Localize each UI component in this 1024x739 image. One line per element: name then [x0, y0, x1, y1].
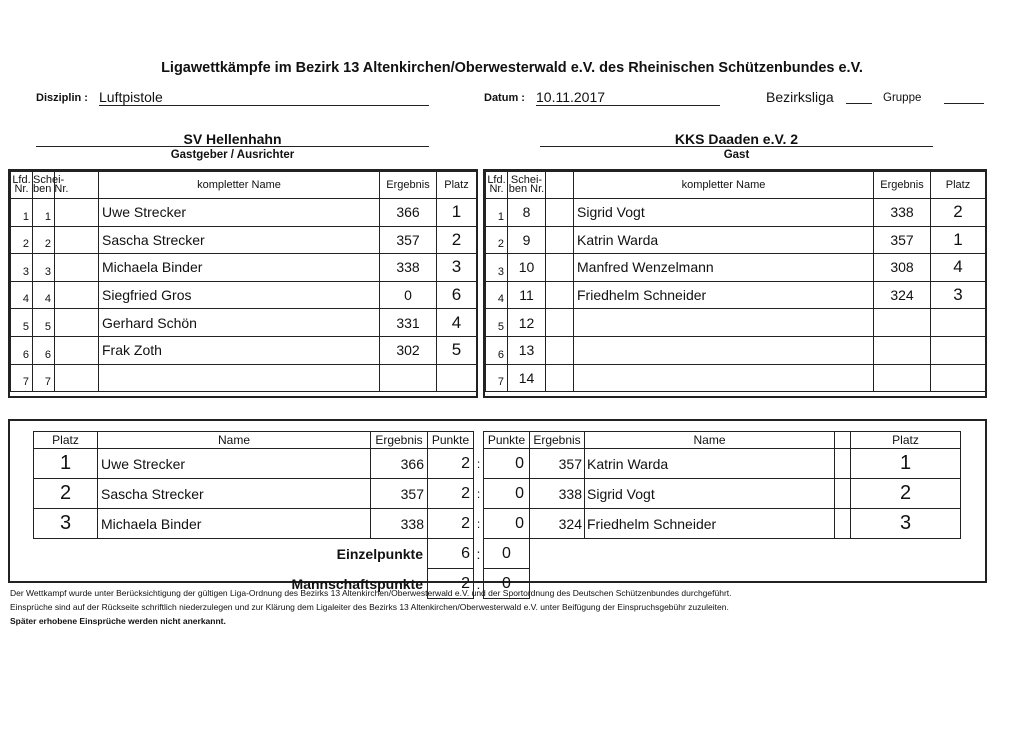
scheibe-cell: 14	[508, 364, 546, 392]
scheibe-header: Schei- ben Nr.	[508, 172, 546, 199]
platz-cell: 6	[437, 281, 477, 309]
guest-ergebnis-cell: 357	[530, 449, 585, 479]
guest-team-underline	[540, 146, 933, 147]
sum-ergebnis-header: Ergebnis	[371, 432, 428, 449]
guest-platz-cell: 2	[851, 479, 961, 509]
blank-cell	[835, 509, 851, 539]
blank-cell	[546, 281, 574, 309]
name-header: kompletter Name	[99, 172, 380, 199]
name-cell: Gerhard Schön	[99, 309, 380, 337]
lfd-cell: 2	[486, 226, 508, 254]
disziplin-label: Disziplin :	[36, 92, 88, 104]
gruppe-field	[944, 89, 984, 104]
blank-header	[546, 172, 574, 199]
lfd-cell: 5	[11, 309, 33, 337]
home-platz-cell: 2	[34, 479, 98, 509]
sum-guest-name-header: Name	[585, 432, 835, 449]
footer-line-3: Später erhobene Einsprüche werden nicht anerkannt.	[10, 616, 226, 626]
blank-cell	[55, 364, 99, 392]
lfd-cell: 4	[11, 281, 33, 309]
home-platz-cell: 1	[34, 449, 98, 479]
footer-line-1: Der Wettkampf wurde unter Berücksichtigung der gültigen Liga-Ordnung des Bezirks 13 Altenkirchen/Oberwesterwald e.V. und der Sportordnung des Deutschen Schützenbundes durchgeführt.	[10, 588, 732, 598]
scheibe-cell: 9	[508, 226, 546, 254]
scheibe-cell: 2	[33, 226, 55, 254]
mannschaftspunkte-guest: 0	[484, 569, 530, 599]
summary-table	[33, 431, 961, 599]
home-punkte-cell: 2	[428, 449, 474, 479]
guest-punkte-cell: 0	[484, 449, 530, 479]
scheibe-cell: 5	[33, 309, 55, 337]
home-row	[11, 281, 477, 309]
platz-header: Platz	[931, 172, 986, 199]
guest-team-role: Gast	[723, 149, 750, 161]
name-cell: Manfred Wenzelmann	[574, 254, 874, 282]
einzelpunkte-separator: :	[476, 545, 481, 562]
platz-cell	[931, 364, 986, 392]
home-team-underline	[36, 146, 429, 147]
scheibe-cell: 3	[33, 254, 55, 282]
scheibe-header: Schei- ben Nr.	[33, 172, 55, 199]
ergebnis-cell: 357	[874, 226, 931, 254]
guest-row	[486, 281, 986, 309]
guest-row	[486, 254, 986, 282]
platz-cell: 4	[931, 254, 986, 282]
mannschaftspunkte-home: 2	[428, 569, 474, 599]
guest-row	[486, 199, 986, 227]
guest-row	[486, 364, 986, 392]
guest-ergebnis-cell: 338	[530, 479, 585, 509]
summary-row	[34, 509, 961, 539]
home-row	[11, 254, 477, 282]
name-cell: Michaela Binder	[99, 254, 380, 282]
home-ergebnis-cell: 366	[371, 449, 428, 479]
home-row	[11, 226, 477, 254]
document-title: Ligawettkämpfe im Bezirk 13 Altenkirchen/Oberwesterwald e.V. des Rheinischen Schützenbundes e.V.	[161, 60, 863, 76]
scheibe-cell: 8	[508, 199, 546, 227]
blank-cell	[55, 281, 99, 309]
guest-platz-cell: 1	[851, 449, 961, 479]
platz-cell: 2	[437, 226, 477, 254]
name-cell	[574, 364, 874, 392]
name-cell: Uwe Strecker	[99, 199, 380, 227]
blank-cell	[546, 336, 574, 364]
scheibe-cell: 12	[508, 309, 546, 337]
platz-cell	[931, 336, 986, 364]
lfd-cell: 7	[11, 364, 33, 392]
platz-cell	[437, 364, 477, 392]
home-punkte-cell: 2	[428, 509, 474, 539]
name-cell: Friedhelm Schneider	[574, 281, 874, 309]
ergebnis-header: Ergebnis	[380, 172, 437, 199]
blank-cell	[55, 199, 99, 227]
scheibe-cell: 13	[508, 336, 546, 364]
einzelpunkte-label: Einzelpunkte	[336, 545, 423, 562]
home-row	[11, 309, 477, 337]
lfd-cell: 6	[11, 336, 33, 364]
home-name-cell: Michaela Binder	[98, 509, 371, 539]
points-separator: :	[476, 456, 481, 471]
einzelpunkte-guest: 0	[484, 539, 530, 569]
home-name-cell: Uwe Strecker	[98, 449, 371, 479]
summary-row	[34, 449, 961, 479]
lfd-header: Lfd. Nr.	[486, 172, 508, 199]
sum-guest-platz-header: Platz	[851, 432, 961, 449]
ergebnis-cell: 338	[874, 199, 931, 227]
home-name-cell: Sascha Strecker	[98, 479, 371, 509]
gruppe-label: Gruppe	[883, 92, 922, 104]
name-cell	[99, 364, 380, 392]
platz-cell: 3	[437, 254, 477, 282]
guest-punkte-cell: 0	[484, 479, 530, 509]
ergebnis-cell: 324	[874, 281, 931, 309]
lfd-cell: 3	[486, 254, 508, 282]
footer-line-2: Einsprüche sind auf der Rückseite schriftlich niederzulegen und zur Klärung dem Ligaleiter des Bezirks 13 Altenkirchen/Oberwesterwald e.V. unter Beifügung der Einspruchsgebühr zuzuleiten.	[10, 602, 729, 612]
guest-roster-table	[485, 171, 986, 392]
scheibe-cell: 4	[33, 281, 55, 309]
ergebnis-cell: 366	[380, 199, 437, 227]
blank-cell	[546, 226, 574, 254]
blank-cell	[55, 226, 99, 254]
home-roster-table	[10, 171, 477, 392]
lfd-header: Lfd. Nr.	[11, 172, 33, 199]
ergebnis-cell	[874, 336, 931, 364]
ergebnis-cell: 357	[380, 226, 437, 254]
blank-cell	[546, 364, 574, 392]
home-punkte-cell: 2	[428, 479, 474, 509]
lfd-cell: 2	[11, 226, 33, 254]
disziplin-value: Luftpistole	[99, 89, 163, 105]
platz-cell: 5	[437, 336, 477, 364]
sum-guest-ergebnis-header: Ergebnis	[530, 432, 585, 449]
guest-name-cell: Sigrid Vogt	[585, 479, 835, 509]
name-cell: Siegfried Gros	[99, 281, 380, 309]
guest-punkte-cell: 0	[484, 509, 530, 539]
lfd-cell: 1	[11, 199, 33, 227]
blank-cell	[546, 254, 574, 282]
footer-notes	[10, 586, 1015, 628]
sum-punkte-header: Punkte	[428, 432, 474, 449]
ergebnis-cell: 302	[380, 336, 437, 364]
disziplin-field	[99, 89, 429, 106]
sum-platz-header: Platz	[34, 432, 98, 449]
blank-cell	[55, 309, 99, 337]
scheibe-cell: 10	[508, 254, 546, 282]
mannschaftspunkte-label: Mannschaftspunkte	[291, 575, 423, 592]
blank-cell	[55, 254, 99, 282]
blank-cell	[835, 449, 851, 479]
platz-cell: 1	[437, 199, 477, 227]
home-ergebnis-cell: 357	[371, 479, 428, 509]
guest-name-cell: Katrin Warda	[585, 449, 835, 479]
liga-label: Bezirksliga	[766, 89, 834, 105]
guest-ergebnis-cell: 324	[530, 509, 585, 539]
guest-roster-frame	[483, 169, 987, 398]
datum-value: 10.11.2017	[536, 89, 606, 105]
ergebnis-cell	[380, 364, 437, 392]
home-row	[11, 364, 477, 392]
lfd-cell: 7	[486, 364, 508, 392]
mannschaftspunkte-separator: :	[476, 575, 481, 592]
points-separator: :	[476, 516, 481, 531]
ergebnis-cell	[874, 309, 931, 337]
name-cell: Sascha Strecker	[99, 226, 380, 254]
lfd-cell: 6	[486, 336, 508, 364]
blank-cell	[546, 199, 574, 227]
platz-cell	[931, 309, 986, 337]
sum-sep-header	[474, 432, 484, 449]
datum-field	[536, 89, 720, 106]
guest-row	[486, 309, 986, 337]
platz-cell: 4	[437, 309, 477, 337]
datum-label: Datum :	[484, 92, 525, 104]
platz-header: Platz	[437, 172, 477, 199]
guest-platz-cell: 3	[851, 509, 961, 539]
name-cell	[574, 309, 874, 337]
name-header: kompletter Name	[574, 172, 874, 199]
scheibe-cell: 7	[33, 364, 55, 392]
guest-row	[486, 336, 986, 364]
guest-team-name: KKS Daaden e.V. 2	[674, 131, 799, 147]
lfd-cell: 4	[486, 281, 508, 309]
home-ergebnis-cell: 338	[371, 509, 428, 539]
ergebnis-cell: 338	[380, 254, 437, 282]
sum-guest-punkte-header: Punkte	[484, 432, 530, 449]
summary-header	[34, 432, 961, 449]
home-row	[11, 336, 477, 364]
ergebnis-cell	[874, 364, 931, 392]
home-roster-header	[11, 172, 477, 199]
name-cell: Sigrid Vogt	[574, 199, 874, 227]
guest-name-cell: Friedhelm Schneider	[585, 509, 835, 539]
scheibe-cell: 6	[33, 336, 55, 364]
lfd-cell: 5	[486, 309, 508, 337]
points-separator: :	[476, 486, 481, 501]
scheibe-cell: 11	[508, 281, 546, 309]
lfd-cell: 1	[486, 199, 508, 227]
platz-cell: 1	[931, 226, 986, 254]
summary-row	[34, 479, 961, 509]
home-team-name: SV Hellenhahn	[183, 131, 282, 147]
ergebnis-cell: 308	[874, 254, 931, 282]
liga-field	[846, 89, 872, 104]
sum-name-header: Name	[98, 432, 371, 449]
platz-cell: 3	[931, 281, 986, 309]
home-team-role: Gastgeber / Ausrichter	[170, 149, 295, 161]
platz-cell: 2	[931, 199, 986, 227]
ergebnis-cell: 0	[380, 281, 437, 309]
home-platz-cell: 3	[34, 509, 98, 539]
name-cell: Frak Zoth	[99, 336, 380, 364]
lfd-cell: 3	[11, 254, 33, 282]
einzelpunkte-row	[34, 539, 961, 569]
name-cell: Katrin Warda	[574, 226, 874, 254]
ergebnis-header: Ergebnis	[874, 172, 931, 199]
sum-blank-header	[835, 432, 851, 449]
scheibe-cell: 1	[33, 199, 55, 227]
home-row	[11, 199, 477, 227]
name-cell	[574, 336, 874, 364]
home-roster-frame	[8, 169, 478, 398]
einzelpunkte-home: 6	[428, 539, 474, 569]
blank-cell	[55, 336, 99, 364]
blank-cell	[546, 309, 574, 337]
guest-roster-header	[486, 172, 986, 199]
ergebnis-cell: 331	[380, 309, 437, 337]
blank-cell	[835, 479, 851, 509]
guest-row	[486, 226, 986, 254]
